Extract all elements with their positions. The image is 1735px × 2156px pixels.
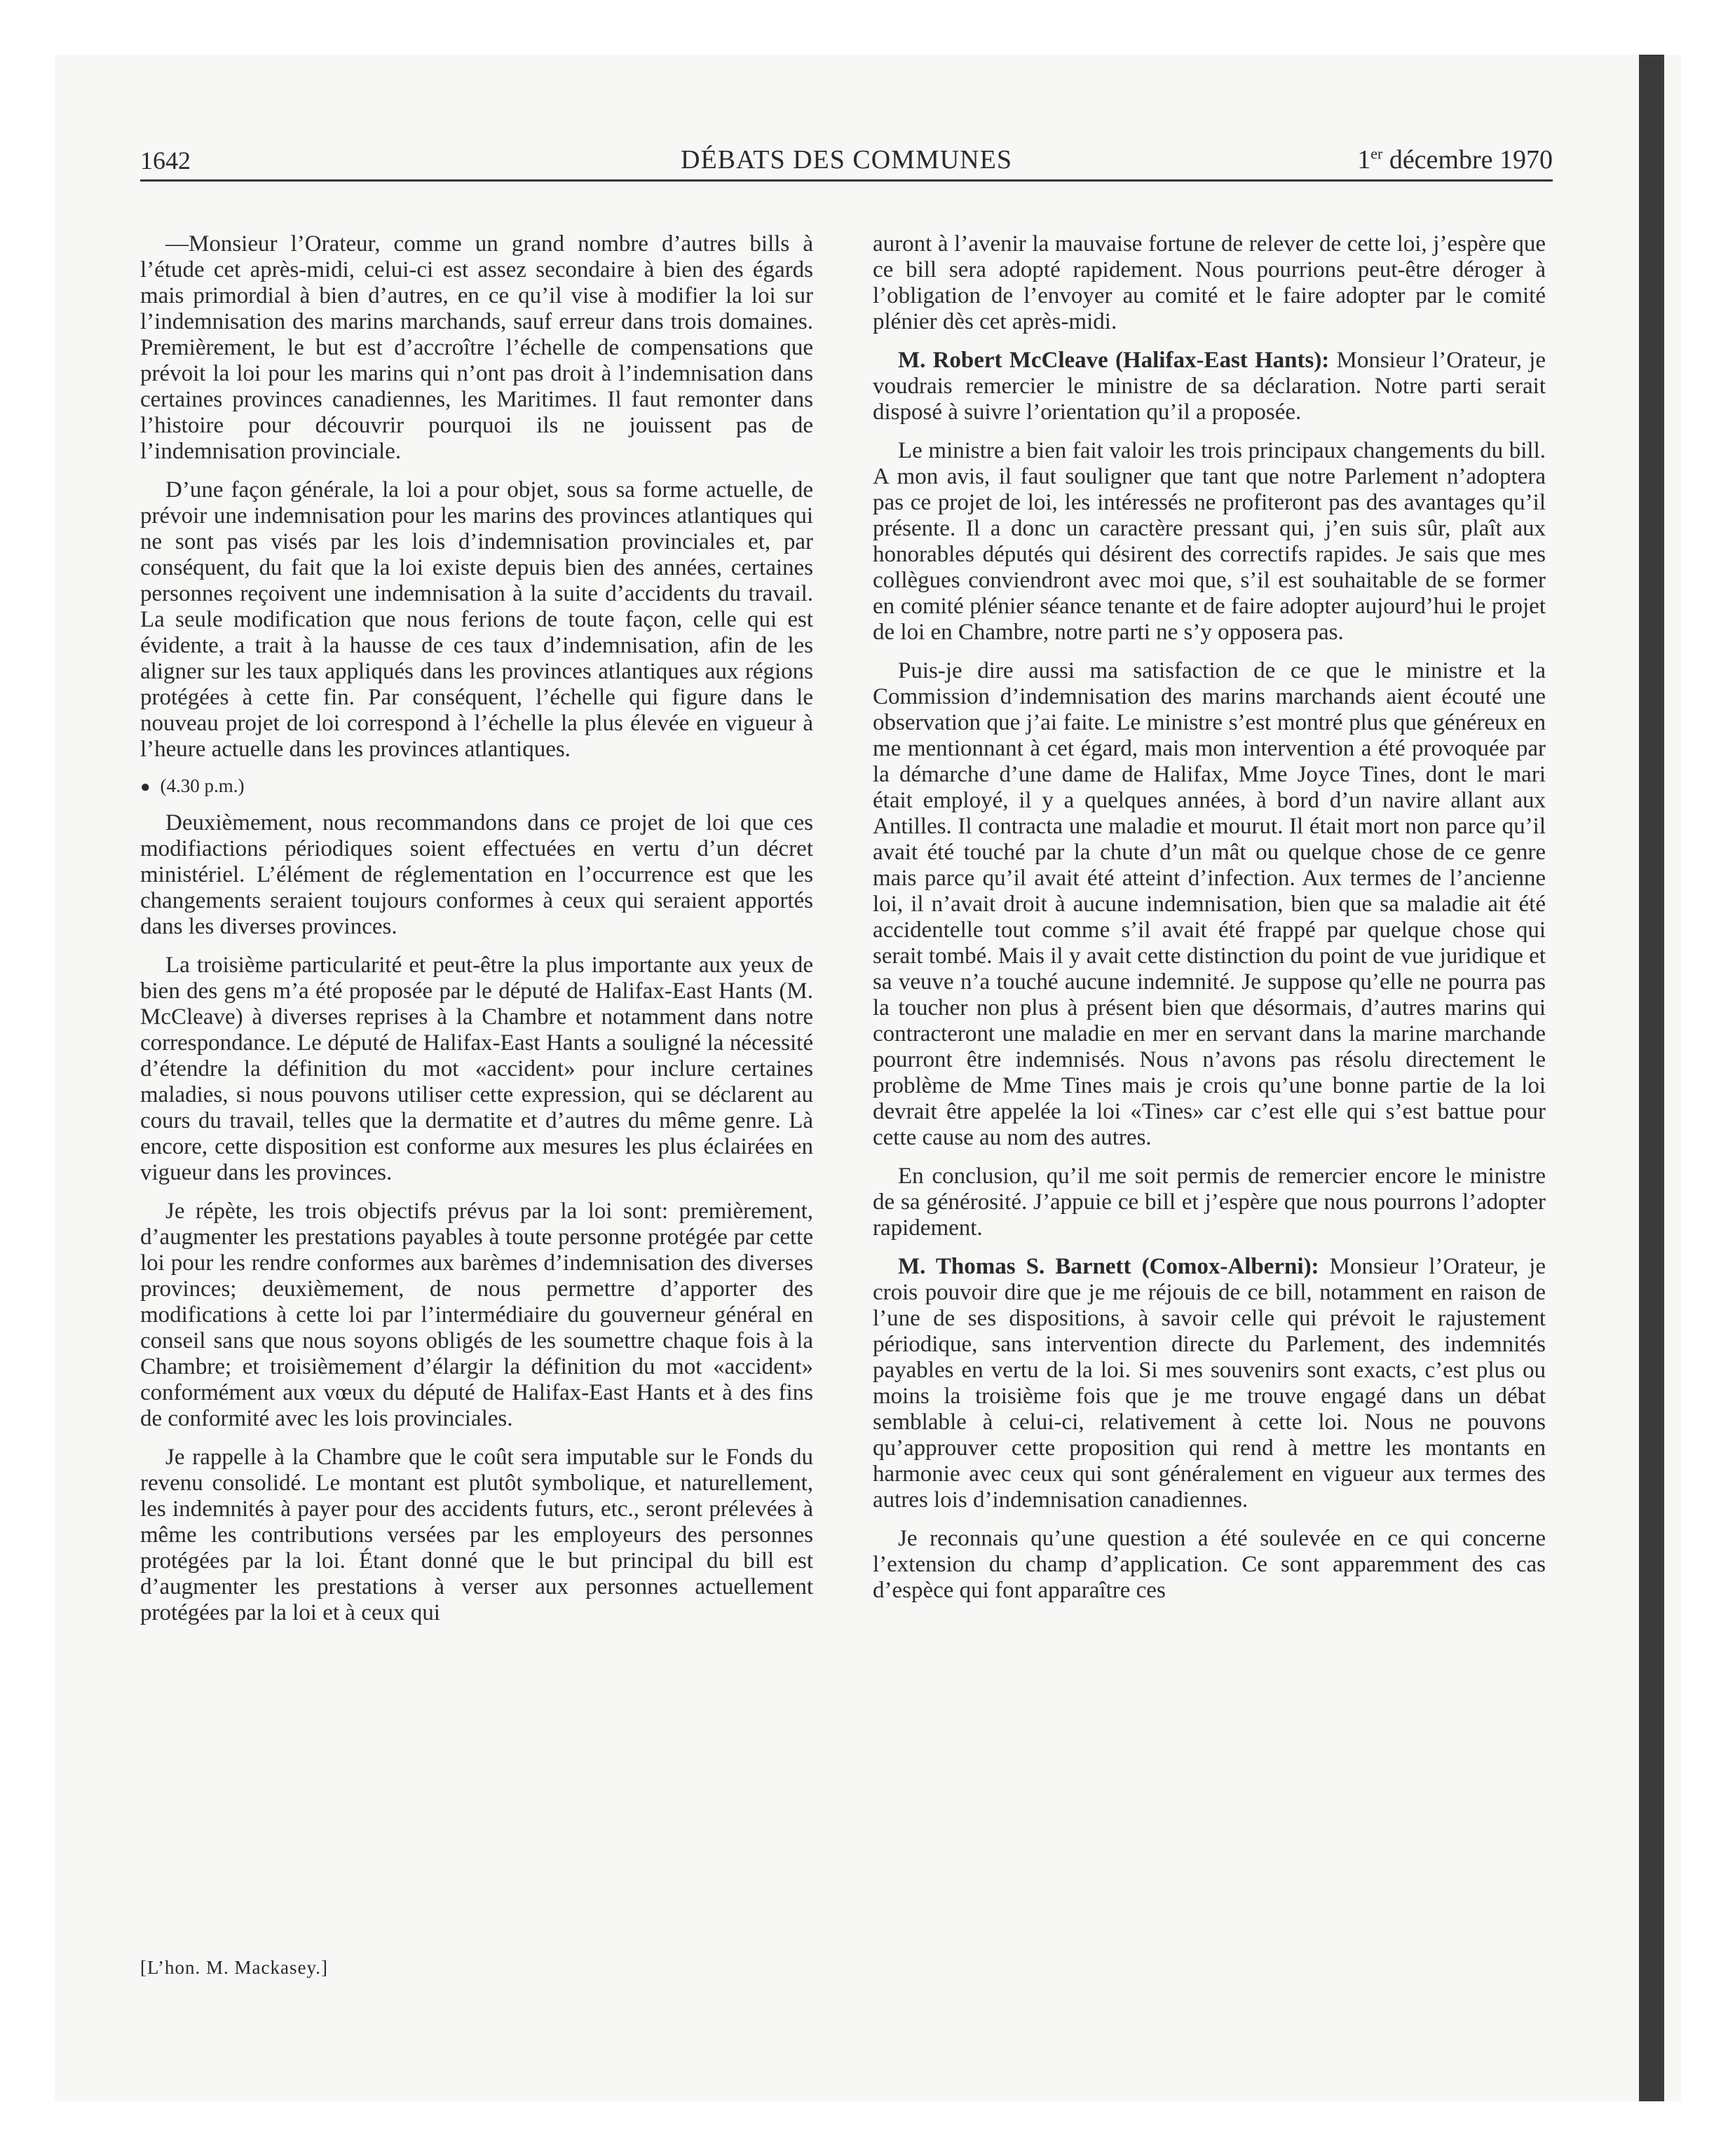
speech-paragraph — [873, 1254, 1546, 1513]
paragraph: Je reconnais qu’une question a été soulevée en ce qui concerne l’extension du champ d’application. Ce sont apparemment des cas d’espèce qui font apparaître ces — [873, 1526, 1546, 1603]
speech-paragraph — [873, 348, 1546, 425]
bullet-icon: ● — [140, 778, 151, 796]
speaker-name: M. Thomas S. Barnett (Comox-Alberni): — [898, 1254, 1319, 1279]
paragraph: Je rappelle à la Chambre que le coût sera imputable sur le Fonds du revenu consolidé. Le montant est plutôt symbolique, et naturellement, les indemnités à payer pour des accidents futurs, etc., seront prélevées à même les contributions versées par les employeurs des personnes protégées par la loi. Étant donné que le but principal du bill est d’augmenter les prestations à verser aux personnes actuellement protégées par la loi et à ceux qui — [140, 1445, 813, 1625]
scan-edge-shadow — [1639, 55, 1664, 2101]
speech-text: Monsieur l’Orateur, je crois pouvoir dire que je me réjouis de ce bill, notamment en raison de l’une de ses dispositions, à savoir celle qui prévoit le rajustement périodique, sans intervention directe du Parlement, des indemnités payables en vertu de la loi. Si mes souvenirs sont exacts, c’est plus ou moins la troisième fois que je me trouve engagé dans un débat semblable à celui-ci, relativement à cette loi. Nous ne pouvons qu’approuver cette proposition qui rend à mettre les montants en harmonie avec ceux qui sont généralement en vigueur aux termes des autres lois d’indemnisation canadiennes. — [873, 1254, 1546, 1513]
date-month-year: décembre 1970 — [1382, 145, 1553, 175]
paragraph: Je répète, les trois objectifs prévus par la loi sont: premièrement, d’augmenter les prestations payables à toute personne protégée par cette loi pour les rendre conformes aux barèmes d’indemnisation des diverses provinces; deuxièmement, de nous permettre d’apporter des modifications à cette loi par l’intermédiaire du gouverneur général en conseil sans que nous soyons obligés de les soumettre chaque fois à la Chambre; et troisièmement d’élargir la définition du mot «accident» conformément aux vœux du député de Halifax-East Hants et à des fins de conformité avec les lois provinciales. — [140, 1199, 813, 1431]
page-header — [140, 137, 1553, 182]
paragraph: Le ministre a bien fait valoir les trois principaux changements du bill. A mon avis, il faut souligner que tant que notre Parlement n’adoptera pas ce projet de loi, les intéressés ne profiteront pas des avantages qu’il présente. Il a donc un caractère pressant qui, j’en suis sûr, plaît aux honorables députés qui désirent des correctifs rapides. Je sais que mes collègues conviendront avec moi que, s’il est souhaitable de se former en comité plénier séance tenante et de faire adopter aujourd’hui le projet de loi en Chambre, notre parti ne s’y opposera pas. — [873, 438, 1546, 645]
date-day: 1 — [1357, 145, 1371, 175]
date-superscript: er — [1370, 144, 1383, 163]
paragraph: Deuxièmement, nous recommandons dans ce projet de loi que ces modifiactions périodiques soient effectuées en vertu d’un décret ministériel. L’élément de réglementation en l’occurrence est que les changements seraient toujours conformes à ceux qui seraient apportés dans les diverses provinces. — [140, 810, 813, 939]
speech-text: Monsieur l’Orateur, je voudrais remercier le ministre de sa déclaration. Notre parti serait disposé à suivre l’orientation qu’il a proposée. — [873, 348, 1546, 425]
right-column — [873, 231, 1546, 1616]
paragraph: —Monsieur l’Orateur, comme un grand nombre d’autres bills à l’étude cet après-midi, celui-ci est assez secondaire à bien des égards mais primordial à bien d’autres, en ce qu’il vise à modifier la loi sur l’indemnisation des marins marchands, sauf erreur dans trois domaines. Premièrement, le but est d’accroître l’échelle de compensations que prévoit la loi pour les marins qui n’ont pas droit à l’indemnisation dans certaines provinces canadiennes, les Maritimes. Il faut remonter dans l’histoire pour découvrir pourquoi ils ne jouissent pas de l’indemnisation provinciale. — [140, 231, 813, 464]
paragraph: D’une façon générale, la loi a pour objet, sous sa forme actuelle, de prévoir une indemnisation pour les marins des provinces atlantiques qui ne sont pas visés par les lois d’indemnisation provinciales et, par conséquent, du fait que la loi existe depuis bien des années, certaines personnes reçoivent une indemnisation à la suite d’accidents du travail. La seule modification que nous ferions de toute façon, celle qui est évidente, a trait à la hausse de ces taux d’indemnisation, afin de les aligner sur les taux appliqués dans les provinces atlantiques aux régions protégées à cette fin. Par conséquent, l’échelle qui figure dans le nouveau projet de loi correspond à l’échelle la plus élevée en vigueur à l’heure actuelle dans les provinces atlantiques. — [140, 477, 813, 762]
page-number: 1642 — [140, 146, 191, 175]
left-column — [140, 231, 813, 1639]
time-stamp — [140, 775, 813, 798]
speaker-attribution: [L’hon. M. Mackasey.] — [140, 1957, 328, 1978]
running-title: DÉBATS DES COMMUNES — [681, 145, 1012, 175]
paragraph: En conclusion, qu’il me soit permis de remercier encore le ministre de sa générosité. J’appuie ce bill et j’espère que nous pourrons l’adopter rapidement. — [873, 1164, 1546, 1241]
speaker-name: M. Robert McCleave (Halifax-East Hants): — [898, 348, 1330, 373]
paragraph: auront à l’avenir la mauvaise fortune de relever de cette loi, j’espère que ce bill sera adopté rapidement. Nous pourrions peut-être déroger à l’obligation de l’envoyer au comité et le faire adopter par le comité plénier dès cet après-midi. — [873, 231, 1546, 334]
time-stamp-text: (4.30 p.m.) — [160, 775, 245, 796]
header-date — [1357, 144, 1553, 175]
paragraph: Puis-je dire aussi ma satisfaction de ce que le ministre et la Commission d’indemnisation des marins marchands aient écouté une observation que j’ai faite. Le ministre s’est montré plus que généreux en me mentionnant à cet égard, mais mon intervention a été provoquée par la démarche d’une dame de Halifax, Mme Joyce Tines, dont le mari était employé, il y a quelques années, à bord d’un navire allant aux Antilles. Il contracta une maladie et mourut. Il était mort non parce qu’il avait été touché par la chute d’un mât ou quelque chose de ce genre mais parce qu’il avait été atteint d’infection. Aux termes de l’ancienne loi, il n’avait droit à aucune indemnisation, bien que sa maladie ait été accidentelle tout comme s’il avait été frappé par quelque chose qui serait tombé. Mais il y avait cette distinction du point de vue juridique et sa veuve n’a touché aucune indemnité. Je suppose qu’elle ne pourra pas la toucher non plus à présent bien que désormais, d’autres marins qui contracteront une maladie en mer en servant dans la marine marchande pourront être indemnisés. Nous n’avons pas résolu directement le problème de Mme Tines mais je crois qu’une bonne partie de la loi devrait être appelée la loi «Tines» car c’est elle qui s’est battue pour cette cause au nom des autres. — [873, 658, 1546, 1150]
paragraph: La troisième particularité et peut-être la plus importante aux yeux de bien des gens m’a été proposée par le député de Halifax-East Hants (M. McCleave) à diverses reprises à la Chambre et notamment dans notre correspondance. Le député de Halifax-East Hants a souligné la nécessité d’étendre la définition du mot «accident» pour inclure certaines maladies, si nous pouvons utiliser cette expression, qui se déclarent au cours du travail, telles que la dermatite et d’autres du même genre. Là encore, cette disposition est conforme aux mesures les plus éclairées en vigueur dans les provinces. — [140, 953, 813, 1185]
